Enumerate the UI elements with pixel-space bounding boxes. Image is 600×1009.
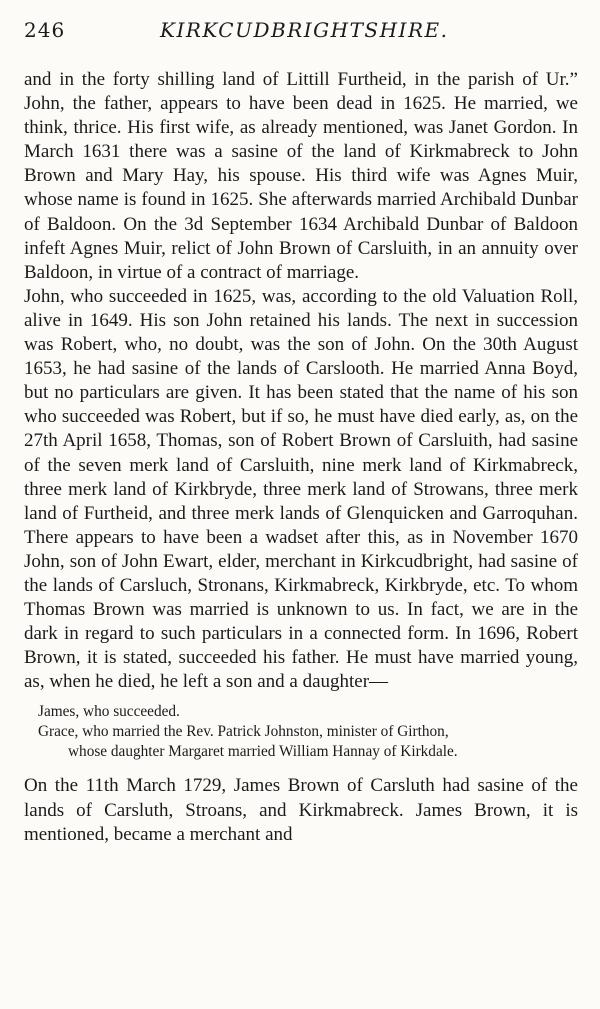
paragraph-3: On the 11th March 1729, James Brown of Carsluth had sasine of the lands of Carsluth, Stroans, and Kirkmabreck. James Brown, it is mentioned, became a merchant and xyxy=(24,775,578,845)
child-grace: Grace, who married the Rev. Patrick Johnston, minister of Girthon, xyxy=(38,723,449,741)
page-number: 246 xyxy=(24,18,66,42)
child-james: James, who succeeded. xyxy=(38,703,180,721)
children-list xyxy=(24,702,578,762)
paragraph-1: and in the forty shilling land of Littill Furtheid, in the parish of Ur.” John, the father, appears to have been dead in 1625. He married, we think, thrice. His first wife, as already mentioned, was Janet Gordon. In March 1631 there was a sasine of the land of Kirkmabreck to John Brown and Mary Hay, his spouse. His third wife was Agnes Muir, whose name is found in 1625. She afterwards married Archibald Dunbar of Baldoon. On the 3d September 1634 Archibald Dunbar of Baldoon infeft Agnes Muir, relict of John Brown of Carsluith, in an annuity over Baldoon, in virtue of a contract of marriage. xyxy=(24,69,578,283)
body-text xyxy=(24,68,578,847)
running-title: KIRKCUDBRIGHTSHIRE. xyxy=(160,18,449,42)
list-item xyxy=(38,722,578,762)
paragraph-2: John, who succeeded in 1625, was, according to the old Valuation Roll, alive in 1649. His son John retained his lands. The next in succession was Robert, who, no doubt, was the son of John. On the 30th August 1653, he had sasine of the lands of Carslooth. He married Anna Boyd, but no particulars are given. It has been stated that the name of his son who succeeded was Robert, but if so, he must have died early, as, on the 27th April 1658, Thomas, son of Robert Brown of Carsluith, had sasine of the seven merk land of Carsluith, nine merk land of Kirkmabreck, three merk land of Kirkbryde, three merk land of Strowans, three merk land of Furtheid, and three merk lands of Glenquicken and Garroquhan. There appears to have been a wadset after this, as in November 1670 John, son of John Ewart, elder, merchant in Kirkcudbright, had sasine of the lands of Carsluch, Stronans, Kirkmabreck, Kirkbryde, etc. To whom Thomas Brown was married is unknown to us. In fact, we are in the dark in regard to such particulars in a connected form. In 1696, Robert Brown, it is stated, succeeded his father. He must have married young, as, when he died, he left a son and a daughter— xyxy=(24,285,578,693)
list-item xyxy=(38,702,578,722)
child-grace-continuation: whose daughter Margaret married William Hannay of Kirkdale. xyxy=(68,743,458,761)
page-header xyxy=(24,18,578,48)
